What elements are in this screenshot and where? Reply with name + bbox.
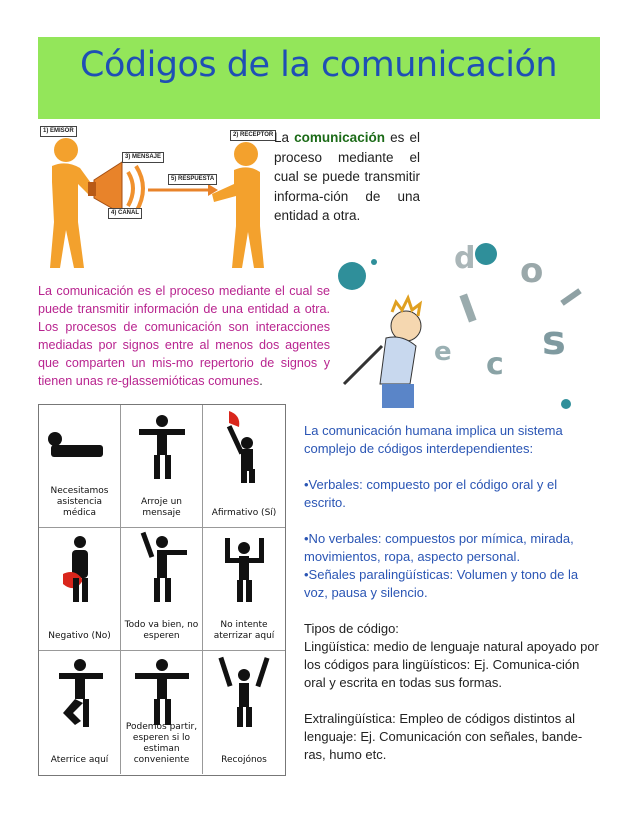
svg-text:d: d bbox=[454, 241, 476, 276]
signal-cell bbox=[203, 651, 285, 774]
definition-paragraph bbox=[38, 282, 330, 390]
red-flag-figure-icon bbox=[203, 405, 285, 485]
signal-caption: Podemos partir, esperen si lo estiman conveniente bbox=[125, 722, 198, 765]
signal-cell bbox=[39, 651, 121, 774]
communication-diagram bbox=[38, 122, 274, 272]
codes-intro: La comunicación humana implica un sistema complejo de códigos interdependientes: bbox=[304, 423, 563, 456]
communication-diagram-illustration bbox=[38, 122, 270, 272]
intro-prefix: La bbox=[274, 130, 290, 145]
linguistic-code: Lingüística: medio de lenguaje natural apoyado por los códigos para lingüísticos: Ej. Comunica-ción oral y escrita en todas sus formas. bbox=[304, 639, 599, 690]
intro-paragraph bbox=[274, 128, 420, 226]
extralinguistic-code: Extralingüística: Empleo de códigos distintos al lenguaje: Ej. Comunicación con señales, bande-ras, humo etc. bbox=[304, 711, 583, 762]
codes-text-column bbox=[304, 422, 602, 764]
intro-rest: es el proceso mediante el cual se puede transmitir informa-ción de una entidad a otra. bbox=[274, 130, 420, 223]
land-here-figure-icon bbox=[39, 651, 121, 731]
signal-cell bbox=[203, 405, 285, 528]
svg-text:o: o bbox=[520, 251, 544, 291]
label-mensaje: 3) MENSAJE bbox=[122, 152, 164, 163]
intro-keyword: comunicación bbox=[294, 130, 385, 145]
title-banner bbox=[38, 37, 600, 119]
shouting-person-illustration bbox=[336, 234, 601, 419]
verbal-codes: •Verbales: compuesto por el código oral y el escrito. bbox=[304, 477, 558, 510]
label-emisor: 1) EMISOR bbox=[40, 126, 77, 137]
signal-caption: Recojónos bbox=[221, 755, 267, 765]
signal-caption: Necesitamos asistencia médica bbox=[50, 486, 109, 518]
label-receptor: 2) RECEPTOR bbox=[230, 130, 276, 141]
signal-caption: Aterrice aquí bbox=[50, 755, 109, 765]
cartoon-illustration bbox=[336, 234, 601, 419]
label-respuesta: 5) RESPUESTA bbox=[168, 174, 217, 185]
signal-cell bbox=[203, 528, 285, 651]
signal-cell bbox=[121, 528, 203, 651]
label-canal: 4) CANAL bbox=[108, 208, 142, 219]
code-types-title: Tipos de código: bbox=[304, 621, 399, 636]
nonverbal-codes: •No verbales: compuestos por mímica, mirada, movimientos, ropa, aspecto personal. bbox=[304, 531, 574, 564]
arm-up-figure-icon bbox=[121, 405, 203, 485]
signal-caption: Todo va bien, no esperen bbox=[124, 620, 199, 641]
signal-caption: Arroje un mensaje bbox=[140, 497, 182, 518]
signal-caption: No intente aterrizar aquí bbox=[213, 620, 275, 641]
signal-caption: Negativo (No) bbox=[48, 631, 111, 641]
svg-text:s: s bbox=[542, 318, 566, 364]
svg-text:e: e bbox=[434, 337, 452, 367]
signal-caption: Afirmativo (Sí) bbox=[211, 508, 277, 518]
lying-figure-icon bbox=[39, 405, 121, 485]
signal-cell bbox=[121, 405, 203, 528]
negative-figure-icon bbox=[39, 528, 121, 608]
definition-end: . bbox=[259, 374, 263, 388]
paralinguistic-codes: •Señales paralingüísticas: Volumen y tono de la voz, pausa y silencio. bbox=[304, 567, 579, 600]
all-well-figure-icon bbox=[121, 528, 203, 608]
no-landing-figure-icon bbox=[203, 528, 285, 608]
definition-text: La comunicación es el proceso mediante el cual se puede transmitir información de una entidad a otra. Los procesos de comunicación son interacciones mediadas por signos entre al menos dos agentes que comparten un mis-mo repertorio de signos y tienen unas re-glassemióticas comunes bbox=[38, 284, 330, 388]
svg-text:c: c bbox=[486, 347, 504, 382]
page-title: Códigos de la comunicación bbox=[80, 45, 558, 85]
signal-cell bbox=[39, 405, 121, 528]
signal-cell bbox=[121, 651, 203, 774]
pick-us-up-figure-icon bbox=[203, 651, 285, 731]
signal-codes-chart bbox=[38, 404, 286, 776]
signal-cell bbox=[39, 528, 121, 651]
can-depart-figure-icon bbox=[121, 651, 203, 731]
